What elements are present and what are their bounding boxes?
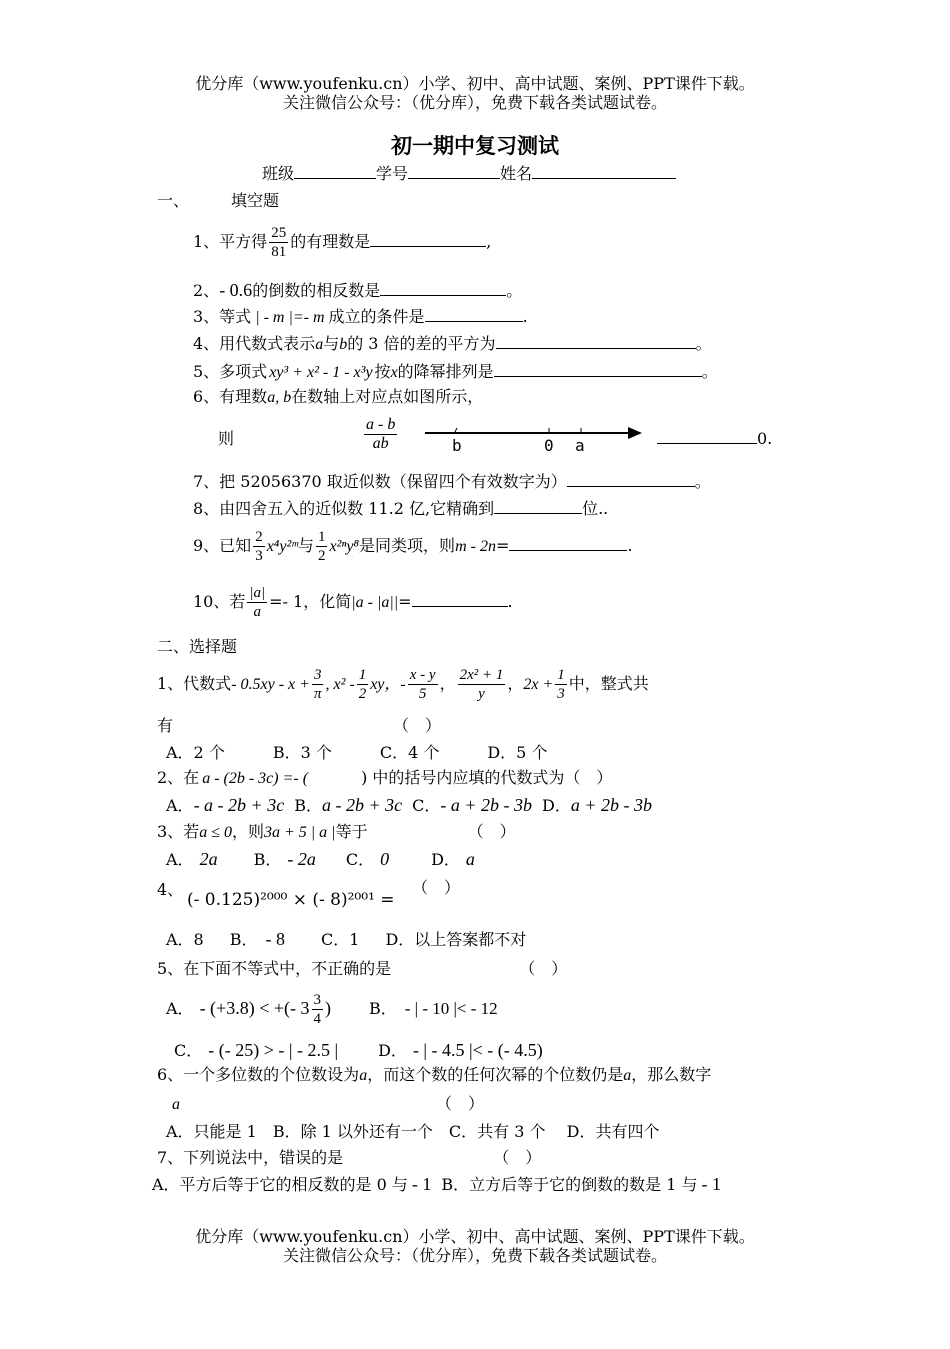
s1q2-text: 的倒数的相反数是 [252, 281, 381, 300]
footer-line-1: 优分库（www.youfenku.cn）小学、初中、高中试题、案例、PPT课件下载。 [195, 1227, 755, 1246]
s2q2-prefix: 2、在 [157, 768, 200, 787]
s2q1-frac-3 [408, 666, 438, 703]
s1q9-text: 是同类项，则 [359, 536, 456, 555]
s1-question-2 [193, 280, 522, 301]
s1-question-1 [193, 224, 491, 261]
s2q1-text: 中，整式共 [568, 674, 649, 693]
s1q10-blank [412, 592, 508, 607]
name-blank [532, 164, 676, 179]
id-blank [408, 164, 500, 179]
s2q2-option-d: D． [541, 796, 571, 815]
s2-question-2 [157, 768, 612, 789]
s1-question-5 [193, 362, 718, 383]
s2q1-expr-3: xy，- [370, 676, 406, 693]
s2q3-options [166, 849, 475, 870]
s2q1-f4-num: 2x² + 1 [459, 667, 504, 683]
s2q1-line2-text: 有 [157, 716, 174, 735]
s2q1-expr-4: 2x + [523, 676, 554, 693]
s1q6-end: 0. [757, 429, 773, 448]
s2q5-option-d: D． [378, 1041, 407, 1060]
s2q4-option-b-value: - 8 [265, 929, 286, 949]
s1q10-num: |a| [249, 585, 266, 601]
s1-question-3 [193, 307, 528, 328]
section1-heading [157, 191, 279, 211]
s1q5-end: 。 [701, 362, 718, 381]
s2q3-option-d-value: a [465, 849, 475, 869]
header-line-2: 关注微信公众号：（优分库），免费下载各类试题试卷。 [282, 93, 667, 112]
s1q6-numerator: a - b [366, 416, 396, 433]
s2q5-option-b-value: - | - 10 |< - 12 [404, 999, 498, 1018]
s1q9-f1-den: 3 [255, 548, 263, 564]
s1q1-end: , [486, 232, 492, 251]
s1q8-end: 位.. [582, 499, 609, 518]
s2q1-frac-5 [555, 666, 567, 703]
s2-question-1: 1、代数式- 0.5xy - x + $\frac{3}{\pi}$ , x² - $\frac{1}{2}$ xy，- $\frac{x - y}{5}$ ， $\frac{\text{2x² + 1}}{y}$ ，2x + $\frac{1}{3}$ 中，整式共 [157, 667, 649, 702]
s2q6-var-a-2: a [623, 1067, 632, 1084]
s2q4-option-d: D．以上答案都不对 [385, 930, 527, 949]
s2q4-option-c: C．1 [321, 930, 360, 949]
s1q3-text: 成立的条件是 [328, 307, 425, 326]
s1q5-polynomial: xy³ + x² - 1 - x³y [269, 364, 373, 381]
s2q3-prefix: 3、若 [157, 822, 200, 841]
s1q8-blank [494, 499, 582, 514]
arrow-icon [628, 427, 642, 439]
s1q6-blank [657, 429, 757, 444]
s1q1-text-2: 的有理数是 [290, 232, 371, 251]
s2q5-text: 5、在下面不等式中，不正确的是 [157, 959, 392, 978]
s2q1-f1-num: 3 [312, 666, 324, 685]
s1q10-expr: |a - |a|| [351, 594, 399, 611]
s1q4-and: 与 [323, 334, 340, 353]
s1-question-10 [193, 584, 513, 621]
s1q2-end: 。 [506, 281, 523, 300]
s1q1-blank [370, 232, 486, 247]
s2q5-options-cd [174, 1040, 543, 1061]
s2q3-option-a-value: 2a [199, 849, 218, 869]
s2q5-option-a-close: ) [325, 998, 331, 1018]
s1q4-text: 的 3 倍的差的平方为 [347, 334, 496, 353]
s1q9-prefix: 9、已知 [193, 536, 252, 555]
s2q5-option-c: C． [174, 1041, 203, 1060]
section2-heading: 二、选择题 [157, 637, 238, 656]
s2q5-option-a-value: - (+3.8) < +(- 3 [199, 998, 310, 1018]
s2q3-option-b: B． [253, 850, 282, 869]
s2q3-option-a: A． [166, 850, 194, 869]
s1q6-answer [657, 429, 772, 449]
class-blank [294, 164, 376, 179]
s2q1-expr-2: , x² - [325, 676, 355, 693]
s2q4-paren: （ ） [412, 878, 461, 897]
s1q3-blank [425, 307, 523, 322]
s1q4-var-b: b [339, 336, 348, 353]
s1q4-end: 。 [695, 334, 712, 353]
s2q5-paren: （ ） [519, 959, 568, 978]
s2q6-options: A．只能是 1 B．除 1 以外还有一个 C．共有 3 个 D．共有四个 [166, 1122, 660, 1141]
s1q5-prefix: 5、多项式 [193, 362, 268, 381]
s2q5-option-d-value: - | - 4.5 |< - (- 4.5) [412, 1040, 543, 1060]
s1-question-9 [193, 528, 632, 565]
s1q6-fraction-wrap [362, 416, 399, 453]
s2q4-prefix: 4、 [157, 880, 184, 899]
s2q1-f3-den: 5 [418, 686, 427, 702]
s2q3-option-d: D． [431, 850, 460, 869]
s2q6-paren: （ ） [436, 1094, 485, 1113]
axis-label-a: a [575, 436, 585, 455]
s2q4-option-a: A．8 [166, 930, 204, 949]
footer-line-2: 关注微信公众号：（优分库），免费下载各类试题试卷。 [282, 1246, 667, 1265]
s2q2-expr: a - (2b - 3c) =- ( [202, 770, 309, 787]
s2q3-mid: ，则 [231, 822, 264, 841]
section1-number: 一、 [157, 191, 190, 210]
s1q1-numerator: 25 [271, 225, 287, 241]
s1-question-6 [193, 387, 483, 408]
s1q1-text: 1、平方得 [193, 232, 268, 251]
s1q9-eq: = [495, 536, 510, 555]
s2q6-mid: ，而这个数的任何次幂的个位数仍是 [367, 1065, 624, 1084]
s2q1-frac-2 [357, 666, 369, 703]
s1q4-blank [496, 334, 696, 349]
s1q1-fraction [269, 224, 288, 261]
s2q5-options-ab [166, 990, 498, 1028]
s1q4-var-a: a [315, 336, 324, 353]
s1q2-blank [380, 281, 506, 296]
s2q5-option-a: A． [166, 999, 194, 1018]
s2q2-option-b: B． [294, 796, 322, 815]
s2q7-paren: （ ） [493, 1148, 542, 1167]
s2q1-options: A．2 个 B．3 个 C．4 个 D．5 个 [166, 743, 548, 762]
s2q2-option-c-value: - a + 2b - 3b [440, 795, 532, 815]
s1q6-text: 在数轴上对应点如图所示， [291, 387, 484, 406]
s2q5-option-c-value: - (- 25) > - | - 2.5 | [208, 1040, 339, 1060]
s2q2-options [166, 795, 652, 816]
s1q10-eq: =- 1，化简 [269, 592, 352, 611]
s2q7-option-b: B．立方后等于它的倒数的数是 1 与 [441, 1175, 698, 1194]
s2q3-text: 等于 [335, 822, 368, 841]
s2q1-line-2 [157, 716, 441, 736]
s1q9-term-1: x⁴y²ᵐ [266, 538, 298, 555]
s2q1-prefix: 1、代数式 [157, 674, 232, 693]
s2-question-5 [157, 959, 567, 979]
s1q9-blank [509, 536, 627, 551]
s1q5-var-x: x [390, 364, 398, 381]
s2q3-option-c-value: 0 [380, 849, 390, 869]
s1q3-prefix: 3、等式 [193, 307, 252, 326]
s2q4-option-b: B． [229, 930, 258, 949]
s1q9-term-2: x²ⁿy⁸ [329, 538, 360, 555]
axis-label-zero: 0 [544, 436, 554, 455]
s1q9-f1-num: 2 [255, 529, 263, 545]
header-line-1: 优分库（www.youfenku.cn）小学、初中、高中试题、案例、PPT课件下载。 [195, 74, 755, 93]
s2q2-option-a: A． [166, 796, 194, 815]
axis-label-b: b [452, 436, 462, 455]
section1-title: 填空题 [231, 191, 280, 210]
s2q6-line-2 [172, 1094, 484, 1115]
s2-question-3 [157, 822, 516, 843]
s2q3-paren: （ ） [467, 822, 516, 841]
s1q1-denominator: 81 [271, 244, 287, 260]
id-label: 学号 [376, 164, 409, 183]
s1q5-mid: 按 [374, 362, 391, 381]
s1q7-end: 。 [694, 472, 711, 491]
s2q2-text: ) 中的括号内应填的代数式为（ ） [361, 768, 613, 787]
s1-question-8 [193, 499, 608, 519]
s1q2-math: - 0.6 [219, 280, 253, 300]
s1q5-blank [494, 362, 702, 377]
s1q9-end: . [627, 536, 633, 555]
s1q9-f2-den: 2 [317, 548, 326, 564]
s1q9-fraction-1 [253, 528, 265, 565]
s2q3-expr: 3a + 5 | a | [263, 824, 336, 841]
s2q7-option-a: A．平方后等于它的相反数的是 0 与 [152, 1175, 408, 1194]
s2q2-option-a-value: - a - 2b + 3c [193, 795, 285, 815]
class-label: 班级 [262, 164, 295, 183]
s1q8-text: 8、由四舍五入的近似数 11.2 亿,它精确到 [193, 499, 495, 518]
s2q1-f2-num: 1 [358, 667, 367, 683]
s1q4-prefix: 4、用代数式表示 [193, 334, 316, 353]
s2q1-frac-1 [312, 666, 324, 703]
s2q6-var-a: a [359, 1067, 368, 1084]
s2q7-options [152, 1174, 721, 1195]
s2q2-option-b-value: a - 2b + 3c [321, 795, 403, 815]
s2q1-f3-num: x - y [409, 667, 436, 683]
s2q1-f1-den: π [313, 686, 322, 702]
s1q10-den: a [253, 604, 261, 620]
s2q7-option-b-value: - 1 [701, 1174, 722, 1194]
s1q10-eq2: = [398, 592, 412, 611]
s2q5-option-a-fraction [312, 991, 324, 1028]
s1q9-and: 与 [297, 536, 314, 555]
s1q6-denominator: ab [372, 435, 389, 452]
s1q5-text: 的降幂排列是 [397, 362, 494, 381]
s2q1-expr-1: - 0.5xy - x + [231, 676, 310, 693]
number-line [420, 418, 650, 458]
s2q1-frac-4 [458, 666, 506, 703]
name-label: 姓名 [500, 164, 533, 183]
s2q5-a-num: 3 [313, 992, 321, 1008]
s2q1-f5-num: 1 [557, 667, 565, 683]
s2q3-option-b-value: - 2a [287, 849, 316, 869]
s1q6-prefix: 6、有理数 [193, 387, 268, 406]
s2q7-text: 7、下列说法中，错误的是 [157, 1148, 344, 1167]
s1q9-fraction-2 [316, 528, 328, 565]
s2q5-option-b: B． [369, 999, 397, 1018]
page-title: 初一期中复习测试 [391, 133, 559, 158]
s1q9-f2-num: 1 [317, 529, 326, 545]
s1q10-end: . [507, 592, 513, 611]
s1-question-7 [193, 472, 711, 492]
s2q1-paren: （ ） [393, 716, 442, 735]
s1q10-fraction [247, 584, 267, 621]
s2q1-f5-den: 3 [557, 686, 565, 702]
s2q2-option-d-value: a + 2b - 3b [570, 795, 652, 815]
s1q6-then: 则 [218, 429, 235, 448]
s1q9-expr: m - 2n [455, 538, 496, 555]
s2q6-text: ，那么数字 [631, 1065, 712, 1084]
s1q6-vars: a, b [267, 389, 292, 406]
s1q3-math: | - m |=- m [255, 309, 325, 326]
s2q1-f2-den: 2 [358, 686, 367, 702]
student-info [262, 164, 676, 184]
s2q4-options [166, 929, 526, 950]
s2-question-6 [157, 1065, 711, 1086]
s1q7-text: 7、把 52056370 取近似数（保留四个有效数字为） [193, 472, 567, 491]
s1q10-prefix: 10、若 [193, 592, 246, 611]
s1q7-blank [567, 472, 695, 487]
s2q3-condition: a ≤ 0 [199, 824, 232, 841]
s1q2-prefix: 2、 [193, 281, 220, 300]
s1q3-end: . [522, 307, 528, 326]
s2q3-option-c: C． [345, 850, 375, 869]
s1q6-fraction [364, 416, 397, 453]
s2q1-f4-den: y [478, 686, 485, 702]
s2q6-var-a-3: a [172, 1096, 180, 1113]
s2q5-a-den: 4 [313, 1011, 321, 1027]
s2q2-option-c: C． [412, 796, 441, 815]
s1-question-4 [193, 334, 712, 355]
s2q4-expr: (- 0.125)²⁰⁰⁰ × (- 8)²⁰⁰¹ = [187, 890, 395, 910]
s2q7-option-a-value: - 1 [411, 1174, 432, 1194]
s2q6-prefix: 6、一个多位数的个位数设为 [157, 1065, 360, 1084]
s2-question-7 [157, 1148, 541, 1168]
